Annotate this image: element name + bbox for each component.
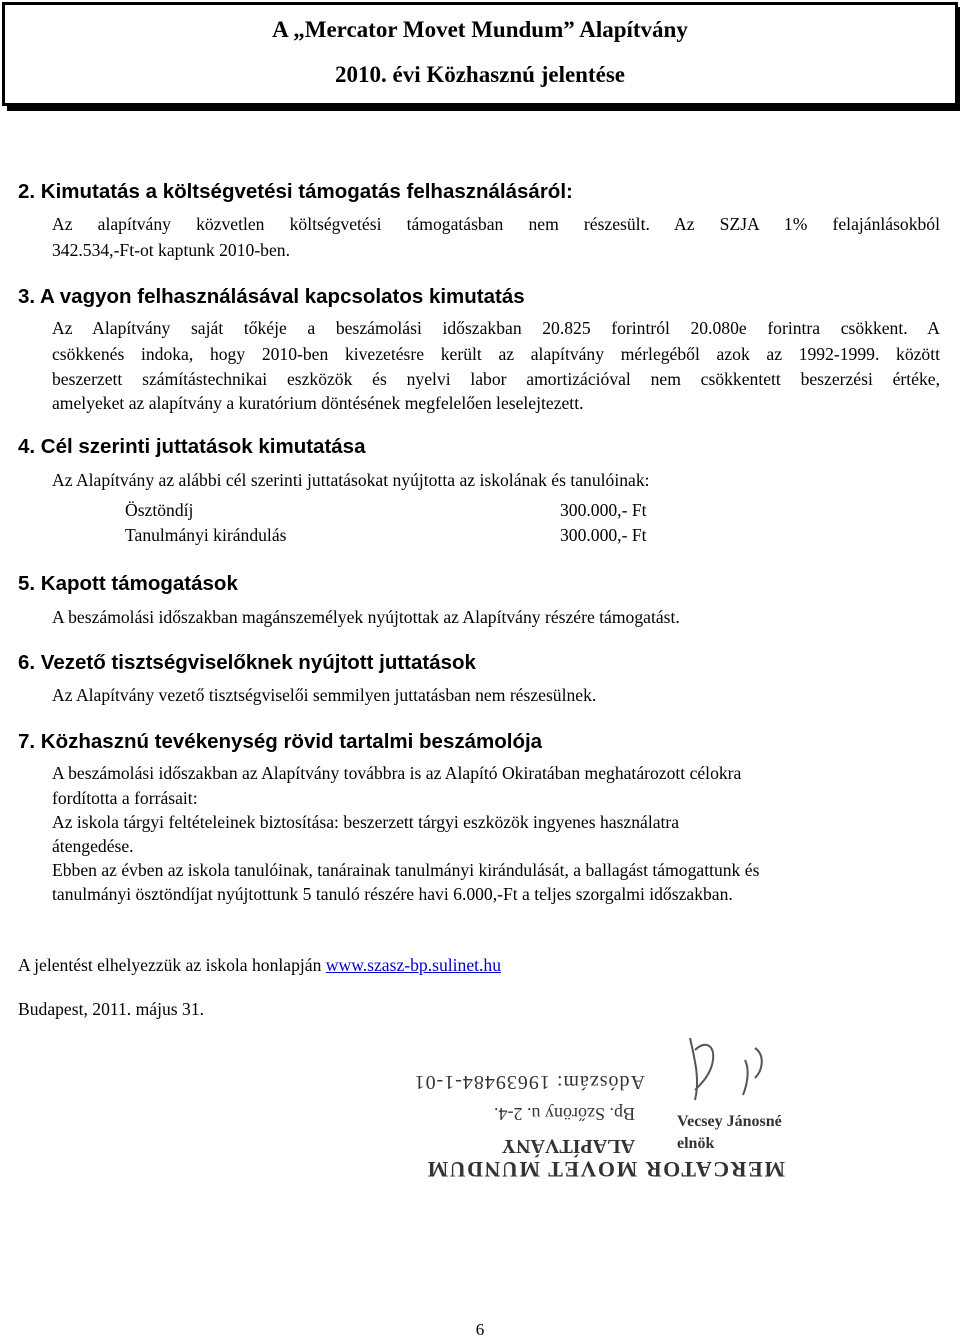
section-4-intro: Az Alapítvány az alábbi cél szerinti juttatásokat nyújtotta az iskolának és tanulóinak:: [52, 470, 650, 490]
grant-label-2: Tanulmányi kirándulás: [125, 525, 287, 545]
section-7-line-3: Az iskola tárgyi feltételeinek biztosítása: beszerzett tárgyi eszközök ingyenes használatra: [52, 812, 680, 832]
section-7-line-5: Ebben az évben az iskola tanulóinak, tanárainak tanulmányi kirándulását, a ballagást támogattunk és: [52, 860, 760, 880]
section-3-heading: 3. A vagyon felhasználásával kapcsolatos kimutatás: [18, 285, 525, 308]
website-text: A jelentést elhelyezzük az iskola honlapján: [18, 955, 326, 975]
signer-role: elnök: [677, 1135, 715, 1152]
section-3-line-2: csökkenés indoka, hogy 2010-ben kivezetésre került az alapítvány mérlegéből azok az 1992-1999. között: [52, 344, 940, 364]
page-number: 6: [475, 1320, 485, 1339]
section-5-heading: 5. Kapott támogatások: [18, 572, 238, 595]
section-7-line-6: tanulmányi ösztöndíjat nyújtottunk 5 tanuló részére havi 6.000,-Ft a teljes szorgalmi időszakban.: [52, 884, 733, 904]
signer-name: Vecsey Jánosné: [677, 1113, 782, 1130]
grant-amount-2: 300.000,- Ft: [560, 525, 647, 545]
stamp-line-3: ALAPÍTVÁNY: [501, 1135, 635, 1157]
section-2-line-2: 342.534,-Ft-ot kaptunk 2010-ben.: [52, 240, 290, 260]
section-2-heading: 2. Kimutatás a költségvetési támogatás felhasználásáról:: [18, 180, 573, 203]
stamp-address: Bp. Szőröny u. 2-4.: [494, 1104, 635, 1124]
section-3-line-3: beszerzett számítástechnikai eszközök és nyelvi labor amortizációval nem csökkentett beszerzési értéke,: [52, 369, 940, 389]
section-5-text: A beszámolási időszakban magánszemélyek nyújtottak az Alapítvány részére támogatást.: [52, 607, 680, 627]
section-7-heading: 7. Közhasznú tevékenység rövid tartalmi beszámolója: [18, 730, 543, 753]
section-7-line-4: átengedése.: [52, 836, 134, 856]
foundation-stamp: [395, 1030, 885, 1240]
grant-amount-1: 300.000,- Ft: [560, 500, 647, 520]
stamp-name: MERCATOR MOVET MUNDUM: [425, 1157, 785, 1182]
section-7-line-2: fordította a forrásait:: [52, 788, 198, 808]
place-and-date: Budapest, 2011. május 31.: [18, 999, 205, 1019]
website-note: [18, 955, 501, 976]
grant-label-1: Ösztöndíj: [125, 500, 194, 520]
section-2-line-1: Az alapítvány közvetlen költségvetési támogatásban nem részesült. Az SZJA 1% felajánlásokból: [52, 214, 940, 234]
section-4-heading: 4. Cél szerinti juttatások kimutatása: [18, 435, 366, 458]
section-3-line-1: Az Alapítvány saját tőkéje a beszámolási időszakban 20.825 forintról 20.080e forintra csökkent. A: [52, 318, 940, 338]
document-title: A „Mercator Movet Mundum” Alapítvány: [272, 17, 688, 42]
signature-mark: [690, 1038, 713, 1100]
header-box: [2, 2, 958, 106]
section-6-heading: 6. Vezető tisztségviselőknek nyújtott juttatások: [18, 651, 476, 674]
signature-flourish: [743, 1048, 762, 1095]
section-7-line-1: A beszámolási időszakban az Alapítvány továbbra is az Alapító Okiratában meghatározott célokra: [52, 763, 742, 783]
document-subtitle: 2010. évi Közhasznú jelentése: [334, 62, 625, 87]
section-3-line-4: amelyeket az alapítvány a kuratórium döntésének megfelelően leselejtezett.: [52, 393, 584, 413]
stamp-tax-id: Adószám: 19639484-1-01: [413, 1071, 645, 1093]
section-6-text: Az Alapítvány vezető tisztségviselői semmilyen juttatásban nem részesülnek.: [52, 685, 597, 705]
website-link[interactable]: www.szasz-bp.sulinet.hu: [325, 955, 502, 975]
